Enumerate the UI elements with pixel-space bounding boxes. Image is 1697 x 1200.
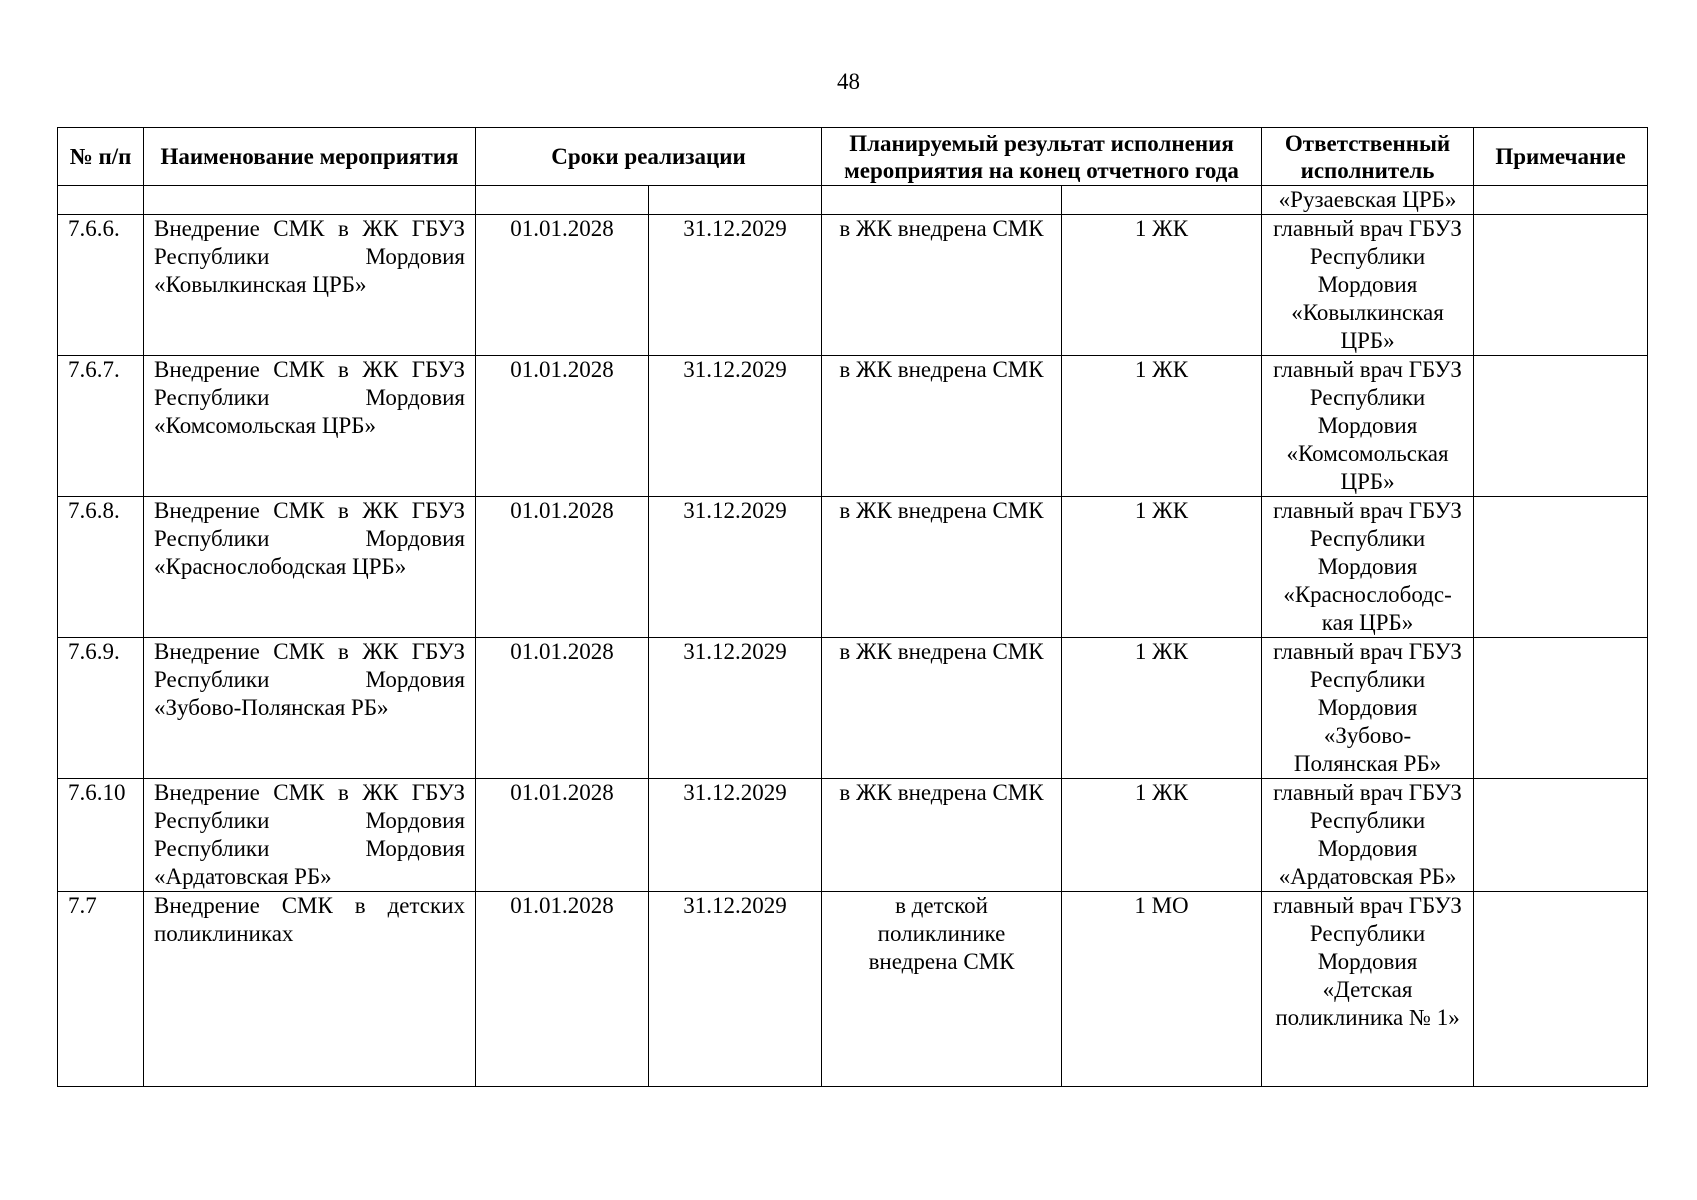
cell-note — [1474, 779, 1648, 892]
cell-value: 1 ЖК — [1062, 638, 1262, 779]
cell-end: 31.12.2029 — [649, 356, 822, 497]
cell-responsible: «Рузаевская ЦРБ» — [1262, 186, 1474, 215]
table-row — [58, 497, 1648, 638]
cell-name: Внедрение СМК в детских поликлиниках — [144, 892, 476, 1087]
cell-responsible: главный врач ГБУЗ Республики Мордовия «Краснослободс-кая ЦРБ» — [1262, 497, 1474, 638]
table-header-row — [58, 128, 1648, 186]
cell-start — [476, 186, 649, 215]
cell-name: Внедрение СМК в ЖК ГБУЗ Республики Мордовия «Ковылкинская ЦРБ» — [144, 215, 476, 356]
cell-num: 7.7 — [58, 892, 144, 1087]
cell-end: 31.12.2029 — [649, 497, 822, 638]
cell-result: в ЖК внедрена СМК — [822, 356, 1062, 497]
cell-start: 01.01.2028 — [476, 215, 649, 356]
cell-name: Внедрение СМК в ЖК ГБУЗ Республики Мордовия Республики Мордовия «Ардатовская РБ» — [144, 779, 476, 892]
cell-num: 7.6.6. — [58, 215, 144, 356]
cell-num: 7.6.10 — [58, 779, 144, 892]
cell-name: Внедрение СМК в ЖК ГБУЗ Республики Мордовия «Зубово-Полянская РБ» — [144, 638, 476, 779]
cell-num: 7.6.7. — [58, 356, 144, 497]
cell-responsible: главный врач ГБУЗ Республики Мордовия «Комсомольская ЦРБ» — [1262, 356, 1474, 497]
cell-result — [822, 186, 1062, 215]
header-terms: Сроки реализации — [476, 128, 822, 186]
table-row — [58, 215, 1648, 356]
table-row — [58, 356, 1648, 497]
cell-responsible: главный врач ГБУЗ Республики Мордовия «Детская поликлиника № 1» — [1262, 892, 1474, 1087]
cell-value: 1 ЖК — [1062, 779, 1262, 892]
cell-value: 1 ЖК — [1062, 497, 1262, 638]
table-row — [58, 638, 1648, 779]
cell-start: 01.01.2028 — [476, 356, 649, 497]
table-row — [58, 892, 1648, 1087]
cell-value: 1 ЖК — [1062, 356, 1262, 497]
cell-note — [1474, 638, 1648, 779]
cell-num: 7.6.9. — [58, 638, 144, 779]
cell-responsible: главный врач ГБУЗ Республики Мордовия «Ковылкинская ЦРБ» — [1262, 215, 1474, 356]
cell-end — [649, 186, 822, 215]
cell-result: в ЖК внедрена СМК — [822, 215, 1062, 356]
cell-value: 1 ЖК — [1062, 215, 1262, 356]
cell-note — [1474, 356, 1648, 497]
header-num: № п/п — [58, 128, 144, 186]
header-responsible: Ответственный исполнитель — [1262, 128, 1474, 186]
cell-responsible: главный врач ГБУЗ Республики Мордовия «Зубово-Полянская РБ» — [1262, 638, 1474, 779]
continuation-row — [58, 186, 1648, 215]
cell-start: 01.01.2028 — [476, 779, 649, 892]
header-note: Примечание — [1474, 128, 1648, 186]
measures-table — [57, 127, 1648, 1087]
cell-result: в ЖК внедрена СМК — [822, 779, 1062, 892]
table-row — [58, 779, 1648, 892]
cell-start: 01.01.2028 — [476, 497, 649, 638]
cell-note — [1474, 892, 1648, 1087]
header-result: Планируемый результат исполнения мероприятия на конец отчетного года — [822, 128, 1262, 186]
cell-result: в ЖК внедрена СМК — [822, 638, 1062, 779]
cell-value: 1 МО — [1062, 892, 1262, 1087]
page-number: 48 — [837, 69, 860, 94]
cell-start: 01.01.2028 — [476, 892, 649, 1087]
cell-note — [1474, 186, 1648, 215]
cell-note — [1474, 215, 1648, 356]
cell-end: 31.12.2029 — [649, 779, 822, 892]
cell-name — [144, 186, 476, 215]
cell-end: 31.12.2029 — [649, 638, 822, 779]
cell-responsible: главный врач ГБУЗ Республики Мордовия «Ардатовская РБ» — [1262, 779, 1474, 892]
cell-value — [1062, 186, 1262, 215]
cell-num — [58, 186, 144, 215]
cell-name: Внедрение СМК в ЖК ГБУЗ Республики Мордовия «Комсомольская ЦРБ» — [144, 356, 476, 497]
cell-num: 7.6.8. — [58, 497, 144, 638]
cell-name: Внедрение СМК в ЖК ГБУЗ Республики Мордовия «Краснослободская ЦРБ» — [144, 497, 476, 638]
cell-result: в детской поликлинике внедрена СМК — [822, 892, 1062, 1087]
header-name: Наименование мероприятия — [144, 128, 476, 186]
cell-end: 31.12.2029 — [649, 215, 822, 356]
cell-end: 31.12.2029 — [649, 892, 822, 1087]
cell-note — [1474, 497, 1648, 638]
cell-result: в ЖК внедрена СМК — [822, 497, 1062, 638]
cell-start: 01.01.2028 — [476, 638, 649, 779]
